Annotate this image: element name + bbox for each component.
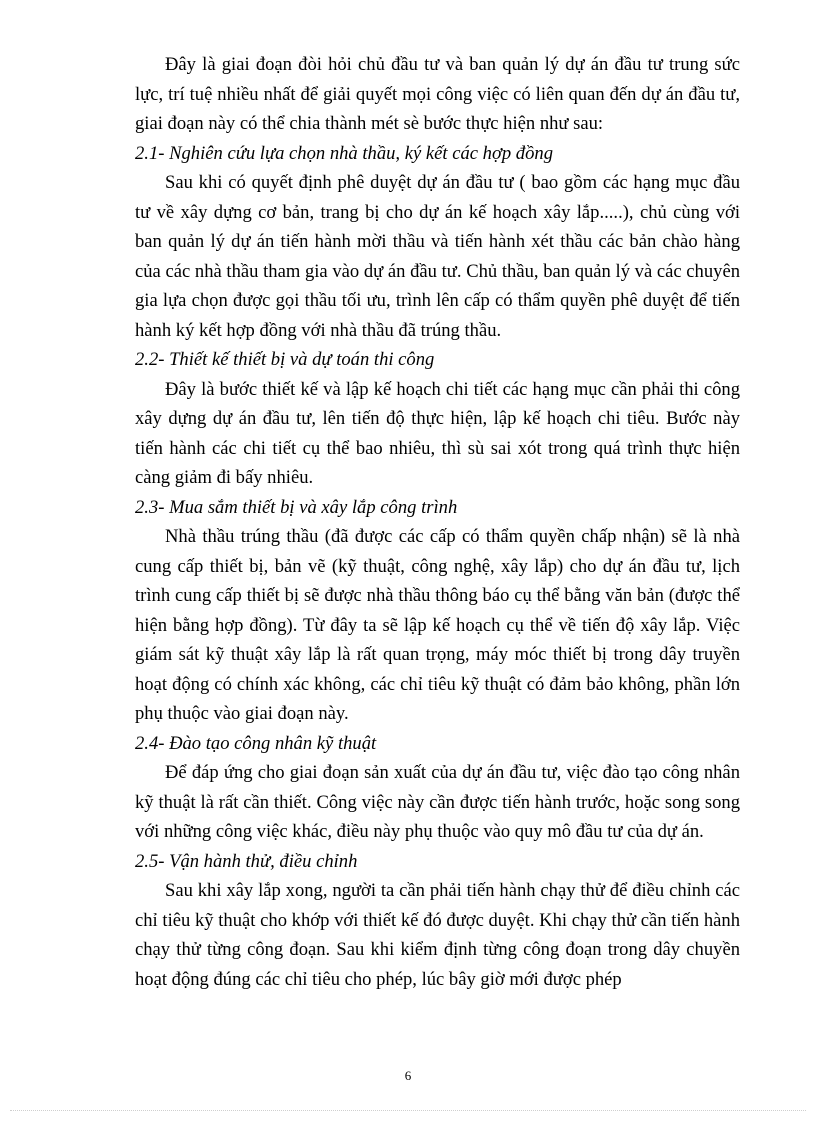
section-heading-2-5: 2.5- Vận hành thử, điều chỉnh — [135, 850, 358, 872]
document-body — [135, 50, 740, 994]
paragraph-2-1: Sau khi có quyết định phê duyệt dự án đầu tư ( bao gồm các hạng mục đầu tư về xây dựng cơ bản, trang bị cho dự án kế hoạch xây lắp.....), chủ cùng với ban quản lý dự án tiến hành mời thầu và tiến hành xét thầu các bản chào hàng của các nhà thầu tham gia vào dự án đầu tư. Chủ thầu, ban quản lý và các chuyên gia lựa chọn được gọi thầu tối ưu, trình lên cấp có thẩm quyền phê duyệt để tiến hành ký kết hợp đồng với nhà thầu đã trúng thầu. — [135, 172, 740, 341]
page-bottom-divider — [10, 1110, 806, 1111]
paragraph-2-5: Sau khi xây lắp xong, người ta cần phải tiến hành chạy thử để điều chỉnh các chỉ tiêu kỹ thuật cho khớp với thiết kế đó được duyệt. Khi chạy thử cần tiến hành chạy thử từng công đoạn. Sau khi kiểm định từng công đoạn trong dây chuyền hoạt động đúng các chỉ tiêu cho phép, lúc bây giờ mới được phép — [135, 880, 740, 990]
section-heading-2-3: 2.3- Mua sắm thiết bị và xây lắp công trình — [135, 496, 458, 518]
paragraph-2-2: Đây là bước thiết kế và lập kế hoạch chi tiết các hạng mục cần phải thi công xây dựng dự án đầu tư, lên tiến độ thực hiện, lập kế hoạch chi tiêu. Bước này tiến hành các chi tiết cụ thể bao nhiêu, thì sù sai xót trong quá trình thực hiện càng giảm đi bấy nhiêu. — [135, 378, 740, 488]
section-heading-2-4: 2.4- Đào tạo công nhân kỹ thuật — [135, 732, 377, 754]
section-heading-2-1: 2.1- Nghiên cứu lựa chọn nhà thầu, ký kết các hợp đồng — [135, 142, 553, 164]
paragraph-2-3: Nhà thầu trúng thầu (đã được các cấp có thẩm quyền chấp nhận) sẽ là nhà cung cấp thiết bị, bản vẽ (kỹ thuật, công nghệ, xây lắp) cho dự án đầu tư, lịch trình cung cấp thiết bị sẽ được nhà thầu thông báo cụ thể bằng văn bản (được thể hiện bằng hợp đồng). Từ đây ta sẽ lập kế hoạch cụ thể về tiến độ xây lắp. Việc giám sát kỹ thuật xây lắp là rất quan trọng, máy móc thiết bị trong dây truyền hoạt động có chính xác không, các chỉ tiêu kỹ thuật có đảm bảo không, phần lớn phụ thuộc vào giai đoạn này. — [135, 526, 740, 724]
paragraph-2-4: Để đáp ứng cho giai đoạn sản xuất của dự án đầu tư, việc đào tạo công nhân kỹ thuật là rất cần thiết. Công việc này cần được tiến hành trước, hoặc song song với những công việc khác, điều này phụ thuộc vào quy mô đầu tư của dự án. — [135, 762, 740, 842]
section-heading-2-2: 2.2- Thiết kế thiết bị và dự toán thi công — [135, 349, 435, 370]
paragraph-intro: Đây là giai đoạn đòi hỏi chủ đầu tư và ban quản lý dự án đầu tư trung sức lực, trí tuệ nhiều nhất để giải quyết mọi công việc có liên quan đến dự án đầu tư, giai đoạn này có thể chia thành mét sè bước thực hiện như sau: — [135, 54, 740, 134]
page-number: 6 — [404, 1068, 412, 1083]
